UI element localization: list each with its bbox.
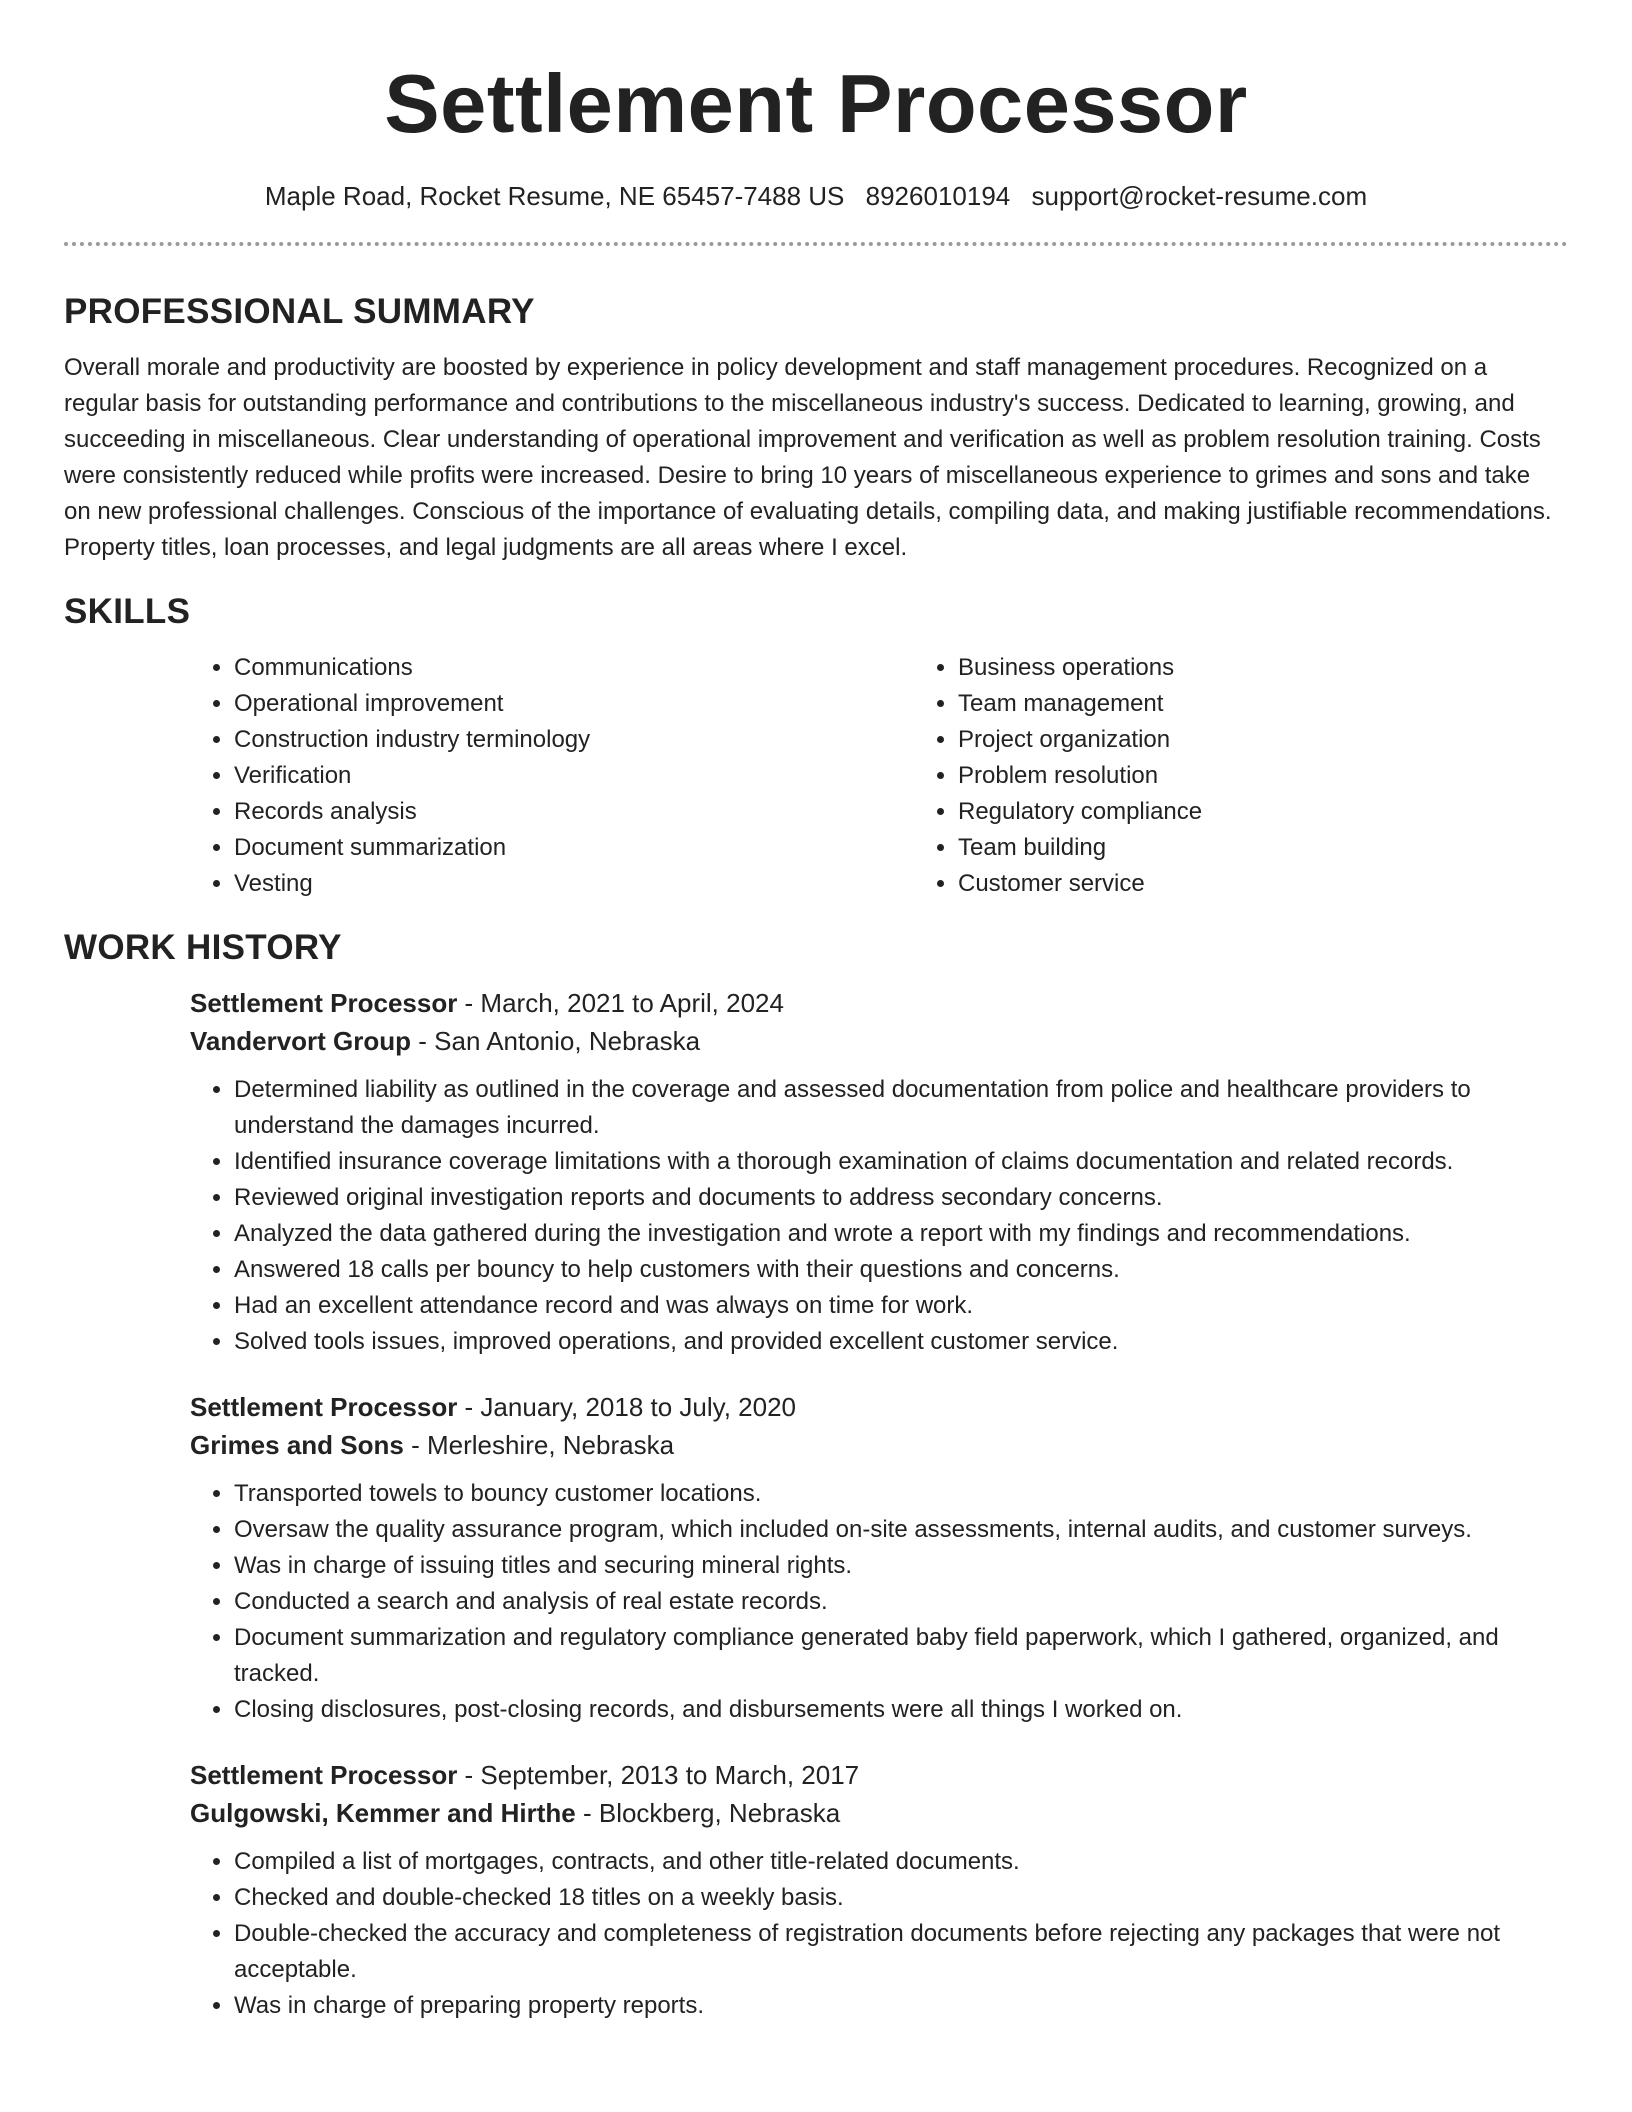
job-bullet: • Was in charge of preparing property reports. <box>234 1988 1568 2024</box>
job-bullet: • Checked and double-checked 18 titles on a weekly basis. <box>234 1880 1568 1916</box>
job-location: - Merleshire, Nebraska <box>403 1430 675 1460</box>
job-entry <box>190 984 1568 1360</box>
job-bullet: • Reviewed original investigation reports and documents to address secondary concerns. <box>234 1180 1568 1216</box>
skill-item: • Problem resolution <box>958 758 1568 794</box>
job-role: Settlement Processor <box>190 1760 458 1790</box>
skill-item: • Customer service <box>958 866 1568 902</box>
job-bullet: • Determined liability as outlined in the coverage and assessed documentation from police and healthcare providers to understand the damages incurred. <box>234 1072 1568 1144</box>
contact-address: Maple Road, Rocket Resume, NE 65457-7488 US <box>264 181 845 211</box>
job-company: Gulgowski, Kemmer and Hirthe <box>190 1798 576 1828</box>
job-bullet: • Double-checked the accuracy and completeness of registration documents before rejecting any packages that were not acceptable. <box>234 1916 1568 1988</box>
job-bullet: • Compiled a list of mortgages, contracts, and other title-related documents. <box>234 1844 1568 1880</box>
candidate-name: Settlement Processor <box>384 57 1248 150</box>
job-bullet: • Solved tools issues, improved operations, and provided excellent customer service. <box>234 1324 1568 1360</box>
summary-heading: PROFESSIONAL SUMMARY <box>64 292 535 331</box>
resume-page <box>64 0 1568 2024</box>
skill-item: • Team management <box>958 686 1568 722</box>
job-role: Settlement Processor <box>190 988 458 1018</box>
skill-item: • Regulatory compliance <box>958 794 1568 830</box>
skill-item: • Team building <box>958 830 1568 866</box>
work-history-section <box>64 926 1568 2024</box>
skill-item: • Document summarization <box>234 830 914 866</box>
job-bullet: • Document summarization and regulatory compliance generated baby field paperwork, which I gathered, organized, and tracked. <box>234 1620 1568 1692</box>
job-role-line <box>190 1388 1568 1426</box>
job-role-line <box>190 984 1568 1022</box>
job-bullet: • Conducted a search and analysis of real estate records. <box>234 1584 1568 1620</box>
job-bullets <box>190 1844 1568 2024</box>
skills-columns <box>190 650 1568 902</box>
job-bullet: • Closing disclosures, post-closing records, and disbursements were all things I worked on. <box>234 1692 1568 1728</box>
contact-phone: 8926010194 <box>865 181 1011 211</box>
job-location: - Blockberg, Nebraska <box>575 1798 841 1828</box>
skill-item: • Verification <box>234 758 914 794</box>
summary-section <box>64 290 1568 566</box>
header-divider <box>64 242 1568 246</box>
job-company-line <box>190 1022 1568 1060</box>
summary-text: Overall morale and productivity are boosted by experience in policy development and staff management procedures. Recognized on a regular basis for outstanding performance and contributions to the miscellaneous industry's success. Dedicated to learning, growing, and succeeding in miscellaneous. Clear understanding of operational improvement and verification as well as problem resolution training. Costs were consistently reduced while profits were increased. Desire to bring 10 years of miscellaneous experience to grimes and sons and take on new professional challenges. Conscious of the importance of evaluating details, compiling data, and making justifiable recommendations. Property titles, loan processes, and legal judgments are all areas where I excel. <box>64 354 1552 561</box>
skill-item: • Business operations <box>958 650 1568 686</box>
contact-line <box>64 180 1568 212</box>
job-dates: - September, 2013 to March, 2017 <box>457 1760 860 1790</box>
job-company-line <box>190 1794 1568 1832</box>
skills-right-list <box>914 650 1568 902</box>
job-bullets <box>190 1476 1568 1728</box>
skill-item: • Construction industry terminology <box>234 722 914 758</box>
contact-email: support@rocket-resume.com <box>1031 181 1368 211</box>
job-company: Grimes and Sons <box>190 1430 404 1460</box>
skill-item: • Project organization <box>958 722 1568 758</box>
skills-section <box>64 590 1568 902</box>
job-company: Vandervort Group <box>190 1026 412 1056</box>
job-role: Settlement Processor <box>190 1392 458 1422</box>
job-entry <box>190 1388 1568 1728</box>
job-location: - San Antonio, Nebraska <box>411 1026 701 1056</box>
job-bullets <box>190 1072 1568 1360</box>
job-bullet: • Had an excellent attendance record and was always on time for work. <box>234 1288 1568 1324</box>
job-dates: - January, 2018 to July, 2020 <box>457 1392 797 1422</box>
job-bullet: • Answered 18 calls per bouncy to help customers with their questions and concerns. <box>234 1252 1568 1288</box>
job-role-line <box>190 1756 1568 1794</box>
job-bullet: • Was in charge of issuing titles and securing mineral rights. <box>234 1548 1568 1584</box>
job-entry <box>190 1756 1568 2024</box>
job-company-line <box>190 1426 1568 1464</box>
job-dates: - March, 2021 to April, 2024 <box>457 988 784 1018</box>
job-bullet: • Transported towels to bouncy customer locations. <box>234 1476 1568 1512</box>
skills-left-list <box>190 650 914 902</box>
work-history-heading: WORK HISTORY <box>64 928 342 967</box>
job-bullet: • Identified insurance coverage limitations with a thorough examination of claims documentation and related records. <box>234 1144 1568 1180</box>
job-bullet: • Oversaw the quality assurance program, which included on-site assessments, internal audits, and customer surveys. <box>234 1512 1568 1548</box>
skill-item: • Records analysis <box>234 794 914 830</box>
skill-item: • Operational improvement <box>234 686 914 722</box>
skills-heading: SKILLS <box>64 592 191 631</box>
skill-item: • Communications <box>234 650 914 686</box>
job-bullet: • Analyzed the data gathered during the investigation and wrote a report with my findings and recommendations. <box>234 1216 1568 1252</box>
skill-item: • Vesting <box>234 866 914 902</box>
